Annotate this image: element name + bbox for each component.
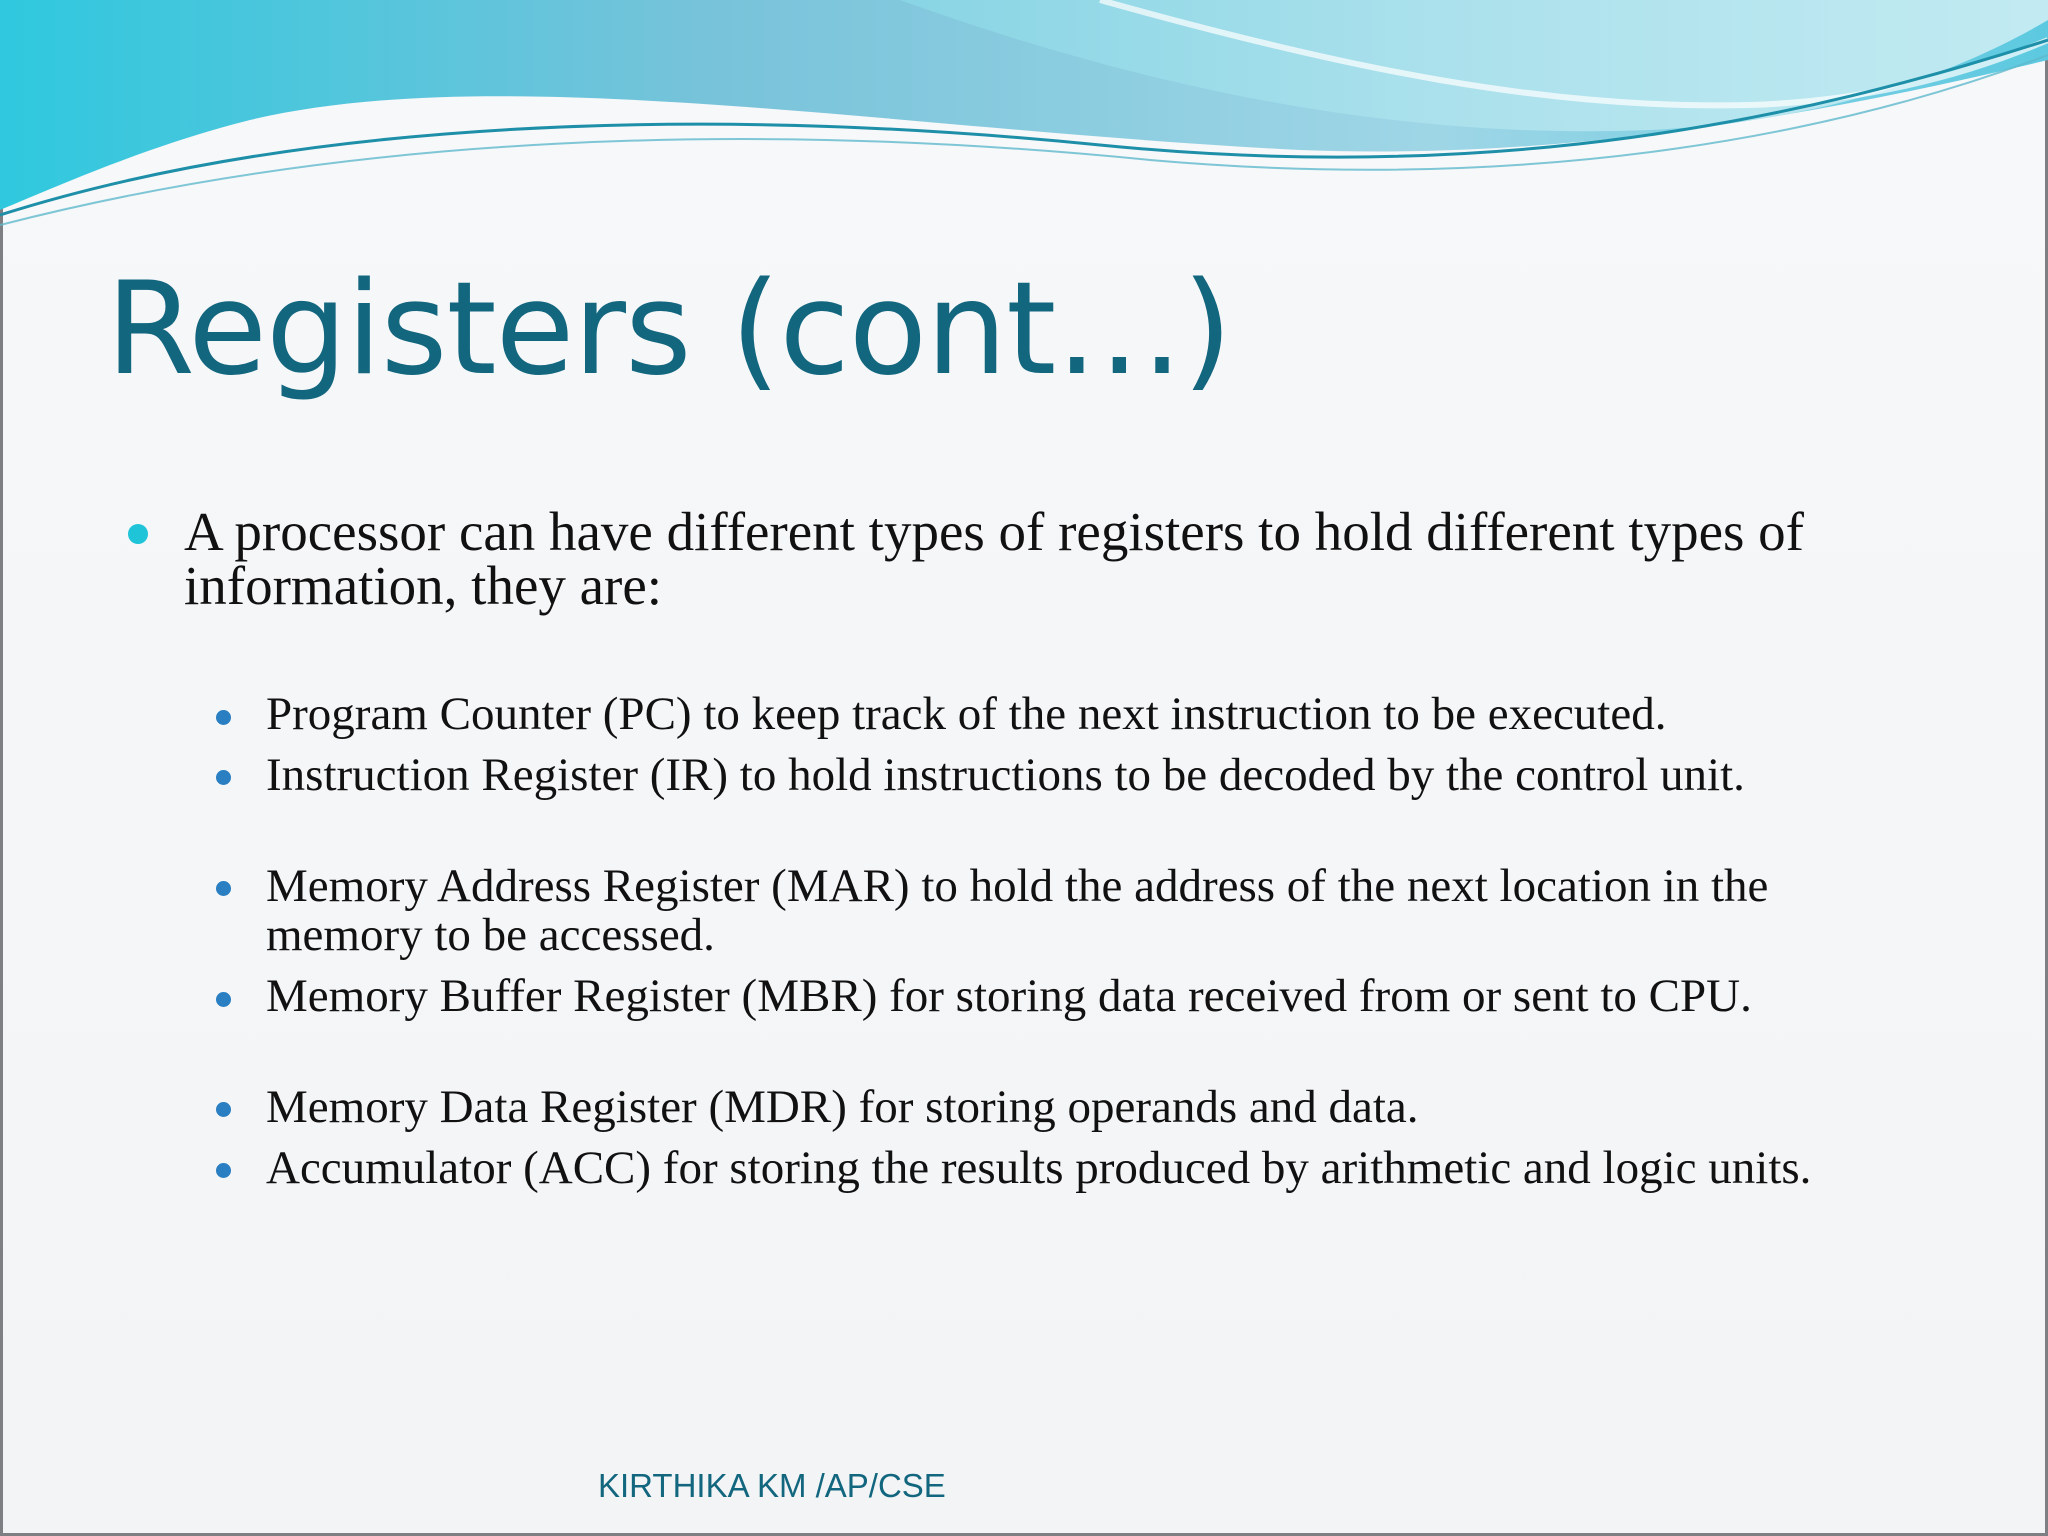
list-item: Program Counter (PC) to keep track of the next instruction to be executed. [266, 688, 1667, 740]
header-wave-decoration [0, 0, 2048, 240]
bullet-icon [216, 992, 231, 1007]
bullet-icon [216, 1163, 231, 1178]
bullet-icon [216, 881, 231, 896]
footer-author: KIRTHIKA KM /AP/CSE [598, 1467, 946, 1504]
bullet-icon [216, 710, 231, 725]
slide-title: Registers (cont…) [106, 255, 1232, 404]
bullet-icon [216, 770, 231, 785]
list-item: Memory Buffer Register (MBR) for storing data received from or sent to CPU. [266, 970, 1752, 1022]
list-item: Instruction Register (IR) to hold instructions to be decoded by the control unit. [266, 749, 1745, 801]
bullet-icon [216, 1102, 231, 1117]
main-bullet-icon [128, 524, 148, 544]
list-item: Accumulator (ACC) for storing the results produced by arithmetic and logic units. [266, 1142, 1812, 1194]
list-item: Memory Data Register (MDR) for storing operands and data. [266, 1081, 1419, 1133]
list-item: Memory Address Register (MAR) to hold the address of the next location in the memory to be accessed. [266, 860, 1863, 961]
intro-text: A processor can have different types of registers to hold different types of information, they are: [184, 501, 1804, 616]
